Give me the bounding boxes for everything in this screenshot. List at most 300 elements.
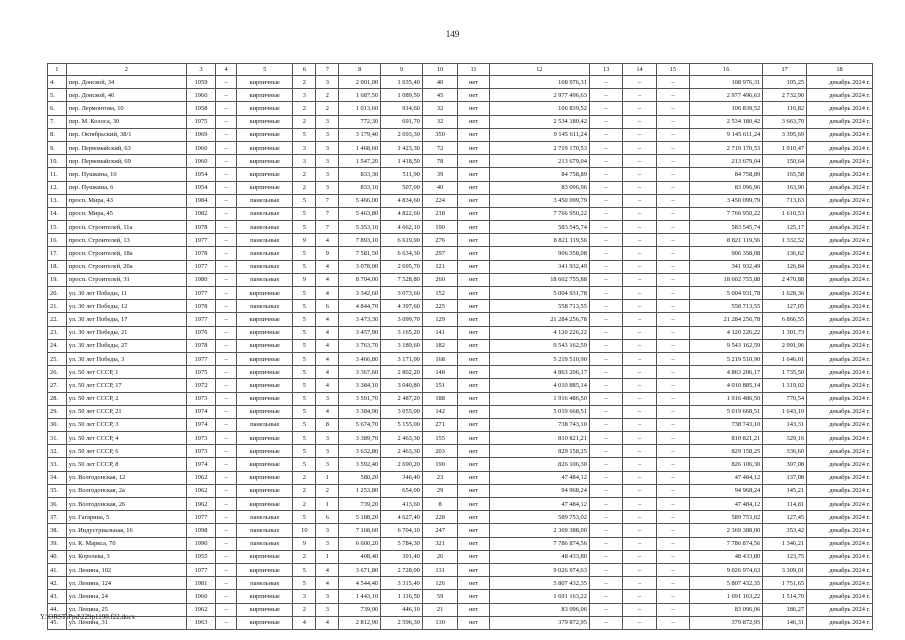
table-cell: декабрь 2024 г. (807, 234, 873, 247)
table-cell: 37. (48, 511, 67, 524)
table-row (48, 102, 873, 115)
table-cell: – (656, 418, 689, 431)
table-cell: – (216, 418, 237, 431)
table-cell: 24. (48, 339, 67, 352)
table-cell: 276 (422, 234, 458, 247)
table-cell: декабрь 2024 г. (807, 524, 873, 537)
table-cell: нет (458, 432, 489, 445)
table-cell: 3 (316, 537, 339, 550)
table-cell: 691,70 (381, 115, 423, 128)
table-cell: панельные (237, 194, 293, 207)
table-cell: – (216, 168, 237, 181)
table-cell: 1 687,50 (339, 89, 381, 102)
table-cell: ул. 50 лет СССР, 21 (66, 405, 186, 418)
table-cell: кирпичные (237, 181, 293, 194)
table-cell: кирпичные (237, 76, 293, 89)
table-cell: ул. 50 лет СССР, 3 (66, 418, 186, 431)
table-cell: кирпичные (237, 405, 293, 418)
table-cell: кирпичные (237, 326, 293, 339)
table-cell: 143,31 (763, 418, 807, 431)
table-cell: нет (458, 181, 489, 194)
table-cell: панельные (237, 537, 293, 550)
table-cell: 41. (48, 563, 67, 576)
table-cell: 3 342,60 (339, 287, 381, 300)
table-cell: 4 010 885,14 (489, 379, 589, 392)
table-cell: 44. (48, 603, 67, 616)
column-number-cell: 5 (237, 64, 293, 76)
table-row (48, 115, 873, 128)
table-cell: кирпичные (237, 168, 293, 181)
table-cell: – (656, 181, 689, 194)
table-cell: 260 (422, 273, 458, 286)
table-cell: 1 514,70 (763, 590, 807, 603)
column-number-cell: 15 (656, 64, 689, 76)
table-cell: 23. (48, 326, 67, 339)
table-cell: ул. 30 лет Победы, 11 (66, 287, 186, 300)
table-cell: 3 457,90 (339, 326, 381, 339)
table-cell: – (623, 326, 656, 339)
table-cell: 1977 (186, 511, 215, 524)
table-cell: 13. (48, 194, 67, 207)
table-cell: 3 (316, 392, 339, 405)
table-cell: 114,81 (763, 498, 807, 511)
table-cell: 1962 (186, 484, 215, 497)
table-cell: – (623, 550, 656, 563)
table-cell: декабрь 2024 г. (807, 458, 873, 471)
table-cell: – (623, 511, 656, 524)
table-cell: – (656, 511, 689, 524)
table-cell: декабрь 2024 г. (807, 141, 873, 154)
table-cell: 7. (48, 115, 67, 128)
table-cell: – (216, 603, 237, 616)
table-cell: 108 976,31 (489, 76, 589, 89)
table-cell: 583 545,74 (690, 221, 763, 234)
table-row (48, 484, 873, 497)
table-cell: 4 (316, 577, 339, 590)
table-cell: панельные (237, 511, 293, 524)
table-cell: 1978 (186, 221, 215, 234)
table-cell: 20. (48, 287, 67, 300)
table-cell: кирпичные (237, 550, 293, 563)
table-cell: – (216, 445, 237, 458)
table-cell: – (589, 511, 622, 524)
table-cell: – (623, 115, 656, 128)
column-number-cell: 10 (422, 64, 458, 76)
table-cell: 10 (293, 524, 316, 537)
table-cell: – (589, 89, 622, 102)
table-cell: 5 (293, 326, 316, 339)
table-cell: нет (458, 313, 489, 326)
table-cell: 7 766 950,22 (489, 207, 589, 220)
table-cell: декабрь 2024 г. (807, 102, 873, 115)
table-row (48, 141, 873, 154)
table-cell: – (589, 273, 622, 286)
table-cell: декабрь 2024 г. (807, 405, 873, 418)
table-row (48, 181, 873, 194)
table-row (48, 352, 873, 365)
table-cell: 7 (316, 194, 339, 207)
table-cell: 9 145 611,24 (690, 128, 763, 141)
table-cell: – (216, 458, 237, 471)
table-cell: 2 (316, 102, 339, 115)
table-cell: – (623, 194, 656, 207)
table-row (48, 339, 873, 352)
table-cell: панельные (237, 524, 293, 537)
table-cell: 5. (48, 89, 67, 102)
table-cell: – (623, 405, 656, 418)
table-cell: – (216, 616, 237, 629)
table-cell: – (589, 287, 622, 300)
table-cell: 35. (48, 484, 67, 497)
table-cell: 3 632,80 (339, 445, 381, 458)
table-cell: 47 484,12 (690, 498, 763, 511)
table-cell: 18 602 755,88 (489, 273, 589, 286)
table-cell: 4 397,60 (381, 300, 423, 313)
table-header-row (48, 64, 873, 76)
table-cell: 1 301,73 (763, 326, 807, 339)
table-cell: 5 219 510,90 (690, 352, 763, 365)
table-cell: 127,45 (763, 511, 807, 524)
table-cell: 408,40 (339, 550, 381, 563)
table-cell: 9. (48, 141, 67, 154)
table-row (48, 300, 873, 313)
table-cell: – (656, 221, 689, 234)
table-cell: 123,75 (763, 550, 807, 563)
table-cell: 4 (316, 273, 339, 286)
column-number-cell: 17 (763, 64, 807, 76)
table-cell: декабрь 2024 г. (807, 432, 873, 445)
table-cell: кирпичные (237, 590, 293, 603)
table-cell: 589 753,02 (690, 511, 763, 524)
table-cell: нет (458, 260, 489, 273)
table-cell: 224 (422, 194, 458, 207)
table-cell: ул. К. Маркса, 70 (66, 537, 186, 550)
table-cell: 4 010 885,14 (690, 379, 763, 392)
table-cell: ул. 30 лет Победы, 17 (66, 313, 186, 326)
table-cell: кирпичные (237, 603, 293, 616)
table-cell: – (623, 141, 656, 154)
table-cell: 40 (422, 181, 458, 194)
column-number-cell: 2 (66, 64, 186, 76)
table-cell: декабрь 2024 г. (807, 115, 873, 128)
column-number-cell: 4 (216, 64, 237, 76)
table-cell: 1973 (186, 432, 215, 445)
table-cell: 21. (48, 300, 67, 313)
table-cell: 5 (293, 313, 316, 326)
table-cell: 738 743,10 (489, 418, 589, 431)
table-cell: 5 (293, 432, 316, 445)
table-cell: 2 (293, 498, 316, 511)
table-cell: нет (458, 603, 489, 616)
table-cell: кирпичные (237, 432, 293, 445)
table-cell: 3 384,90 (339, 405, 381, 418)
table-cell: – (589, 194, 622, 207)
table-cell: 1 691 163,22 (489, 590, 589, 603)
table-cell: 3 179,40 (339, 128, 381, 141)
table-cell: 5 (293, 577, 316, 590)
table-cell: 6 (316, 511, 339, 524)
table-cell: 829 158,25 (690, 445, 763, 458)
table-cell: 3 671,80 (339, 563, 381, 576)
table-cell: ул. 50 лет СССР, 6 (66, 445, 186, 458)
table-cell: 1 332,52 (763, 234, 807, 247)
table-cell: нет (458, 141, 489, 154)
table-cell: просп. Мира, 45 (66, 207, 186, 220)
table-cell: 1 691 163,22 (690, 590, 763, 603)
table-cell: 15. (48, 221, 67, 234)
table-cell: 26. (48, 366, 67, 379)
table-cell: декабрь 2024 г. (807, 89, 873, 102)
table-cell: нет (458, 537, 489, 550)
table-row (48, 128, 873, 141)
table-cell: 6 634,30 (381, 247, 423, 260)
table-cell: 5 (293, 563, 316, 576)
table-cell: – (216, 339, 237, 352)
table-cell: нет (458, 392, 489, 405)
table-cell: 1 418,50 (381, 155, 423, 168)
table-cell: 8 821 119,56 (690, 234, 763, 247)
table-cell: 2 802,20 (381, 366, 423, 379)
table-cell: 19. (48, 273, 67, 286)
table-cell: – (589, 537, 622, 550)
table-cell: 3 055,00 (381, 405, 423, 418)
table-cell: 4 (316, 366, 339, 379)
table-cell: 126,84 (763, 260, 807, 273)
table-cell: – (216, 102, 237, 115)
table-cell: – (216, 392, 237, 405)
table-cell: декабрь 2024 г. (807, 537, 873, 550)
table-cell: 8. (48, 128, 67, 141)
table-cell: 914,60 (381, 102, 423, 115)
table-cell: кирпичные (237, 484, 293, 497)
table-cell: 2 (293, 102, 316, 115)
table-cell: пер. Пушкина, 6 (66, 181, 186, 194)
table-cell: 7 786 874,56 (489, 537, 589, 550)
table-cell: – (589, 207, 622, 220)
table-cell: кирпичные (237, 89, 293, 102)
column-number-cell: 8 (339, 64, 381, 76)
table-cell: – (623, 168, 656, 181)
table-cell: панельные (237, 300, 293, 313)
table-cell: 83 096,06 (489, 603, 589, 616)
table-cell: – (623, 234, 656, 247)
table-cell: 9 145 611,24 (489, 128, 589, 141)
table-row (48, 392, 873, 405)
table-cell: ул. Индустриальная, 16 (66, 524, 186, 537)
column-number-cell: 1 (48, 64, 67, 76)
table-row (48, 603, 873, 616)
table-cell: – (656, 339, 689, 352)
table-row (48, 550, 873, 563)
table-cell: просп. Строителей, 18а (66, 247, 186, 260)
table-cell: 2 463,30 (381, 445, 423, 458)
table-cell: нет (458, 471, 489, 484)
table-cell: 829 158,25 (489, 445, 589, 458)
table-cell: – (589, 590, 622, 603)
table-cell: – (216, 484, 237, 497)
table-cell: 1972 (186, 379, 215, 392)
table-cell: – (623, 89, 656, 102)
table-cell: нет (458, 194, 489, 207)
page-number: 149 (445, 29, 460, 39)
table-cell: – (589, 313, 622, 326)
table-cell: 3 663,70 (763, 115, 807, 128)
table-cell: – (656, 168, 689, 181)
table-cell: 3 (316, 168, 339, 181)
table-row (48, 155, 873, 168)
table-cell: 4 (293, 616, 316, 629)
table-cell: 247 (422, 524, 458, 537)
table-cell: 1 751,65 (763, 577, 807, 590)
table-cell: декабрь 2024 г. (807, 603, 873, 616)
table-cell: просп. Строителей, 20а (66, 260, 186, 273)
table-cell: – (623, 524, 656, 537)
table-cell: кирпичные (237, 102, 293, 115)
table-cell: 1978 (186, 247, 215, 260)
table-cell: ул. Гагарина, 5 (66, 511, 186, 524)
table-cell: декабрь 2024 г. (807, 352, 873, 365)
table-cell: 155 (422, 432, 458, 445)
table-cell: 168 (422, 352, 458, 365)
table-cell: – (589, 458, 622, 471)
table-cell: – (656, 379, 689, 392)
table-cell: 7 766 950,22 (690, 207, 763, 220)
table-cell: 3 763,70 (339, 339, 381, 352)
table-cell: панельные (237, 221, 293, 234)
table-cell: 4 662,10 (381, 221, 423, 234)
table-cell: – (589, 445, 622, 458)
table-cell: 2 369 388,00 (489, 524, 589, 537)
table-cell: – (623, 352, 656, 365)
table-cell: 739,20 (339, 498, 381, 511)
table-cell: – (216, 405, 237, 418)
table-cell: 2 369 388,00 (690, 524, 763, 537)
table-cell: 1980 (186, 273, 215, 286)
table-cell: 32. (48, 445, 67, 458)
table-cell: 125,17 (763, 221, 807, 234)
table-cell: нет (458, 339, 489, 352)
table-cell: – (589, 221, 622, 234)
table-cell: 146,31 (763, 616, 807, 629)
table-cell: 1 643,10 (763, 405, 807, 418)
table-row (48, 418, 873, 431)
table-cell: 906 358,08 (690, 247, 763, 260)
table-cell: декабрь 2024 г. (807, 207, 873, 220)
table-cell: 21 284 256,78 (489, 313, 589, 326)
table-cell: 2 487,20 (381, 392, 423, 405)
table-cell: 4 544,40 (339, 577, 381, 590)
table-cell: 1959 (186, 76, 215, 89)
table-cell: 142 (422, 405, 458, 418)
table-cell: 23 (422, 471, 458, 484)
table-cell: 2 001,00 (339, 76, 381, 89)
table-cell: 48 433,80 (690, 550, 763, 563)
table-cell: пер. М. Колоса, 30 (66, 115, 186, 128)
table-cell: 5 004 931,78 (489, 287, 589, 300)
table-cell: 4 (316, 352, 339, 365)
table-cell: 906 358,08 (489, 247, 589, 260)
table-cell: 1977 (186, 287, 215, 300)
table-cell: 271 (422, 418, 458, 431)
table-cell: 5 019 668,51 (489, 405, 589, 418)
table-cell: – (216, 366, 237, 379)
table-cell: – (656, 326, 689, 339)
table-cell: кирпичные (237, 352, 293, 365)
table-cell: 3 040,80 (381, 379, 423, 392)
table-cell: 1969 (186, 128, 215, 141)
table-cell: нет (458, 511, 489, 524)
table-cell: нет (458, 89, 489, 102)
table-cell: ул. 50 лет СССР, 4 (66, 432, 186, 445)
table-cell: 810 821,21 (489, 432, 589, 445)
table-cell: кирпичные (237, 128, 293, 141)
table-cell: – (589, 616, 622, 629)
table-cell: нет (458, 221, 489, 234)
table-cell: 558 713,55 (690, 300, 763, 313)
table-cell: 5 188,20 (339, 511, 381, 524)
table-cell: 1 013,60 (339, 102, 381, 115)
table-cell: – (589, 128, 622, 141)
table-cell: нет (458, 405, 489, 418)
table-cell: декабрь 2024 г. (807, 498, 873, 511)
table-cell: 329,16 (763, 432, 807, 445)
table-cell: 3 (316, 432, 339, 445)
table-cell: 5 (293, 221, 316, 234)
table-cell: нет (458, 76, 489, 89)
table-cell: пер. Лермонтова, 10 (66, 102, 186, 115)
table-cell: – (589, 471, 622, 484)
table-cell: 6 619,90 (381, 234, 423, 247)
table-cell: панельные (237, 418, 293, 431)
table-cell: 3 (316, 128, 339, 141)
table-cell: декабрь 2024 г. (807, 511, 873, 524)
table-cell: – (216, 181, 237, 194)
table-cell: 3 (316, 524, 339, 537)
table-cell: 5 (293, 339, 316, 352)
table-cell: 25. (48, 352, 67, 365)
table-cell: 2 (293, 168, 316, 181)
table-cell: 3 (316, 458, 339, 471)
table-cell: 3 165,20 (381, 326, 423, 339)
column-number-cell: 3 (186, 64, 215, 76)
table-cell: 47 484,12 (690, 471, 763, 484)
table-cell: 131 (422, 563, 458, 576)
table-cell: 188 (422, 392, 458, 405)
table-cell: 5 (293, 247, 316, 260)
table-cell: нет (458, 524, 489, 537)
column-number-cell: 16 (690, 64, 763, 76)
table-cell: – (623, 247, 656, 260)
table-cell: панельные (237, 234, 293, 247)
table-cell: просп. Строителей, 13 (66, 234, 186, 247)
table-cell: 5 674,70 (339, 418, 381, 431)
table-row (48, 524, 873, 537)
table-cell: 14. (48, 207, 67, 220)
table-cell: 4 834,60 (381, 194, 423, 207)
table-cell: – (656, 247, 689, 260)
table-cell: 7 (316, 207, 339, 220)
table-cell: – (656, 524, 689, 537)
table-cell: ул. Ленина, 24 (66, 590, 186, 603)
table-cell: – (216, 590, 237, 603)
table-cell: 2 (293, 603, 316, 616)
table-cell: 5 (293, 352, 316, 365)
table-cell: 5 784,30 (381, 537, 423, 550)
table-cell: 2 977 496,63 (690, 89, 763, 102)
table-cell: – (623, 181, 656, 194)
table-cell: декабрь 2024 г. (807, 168, 873, 181)
table-cell: – (623, 102, 656, 115)
